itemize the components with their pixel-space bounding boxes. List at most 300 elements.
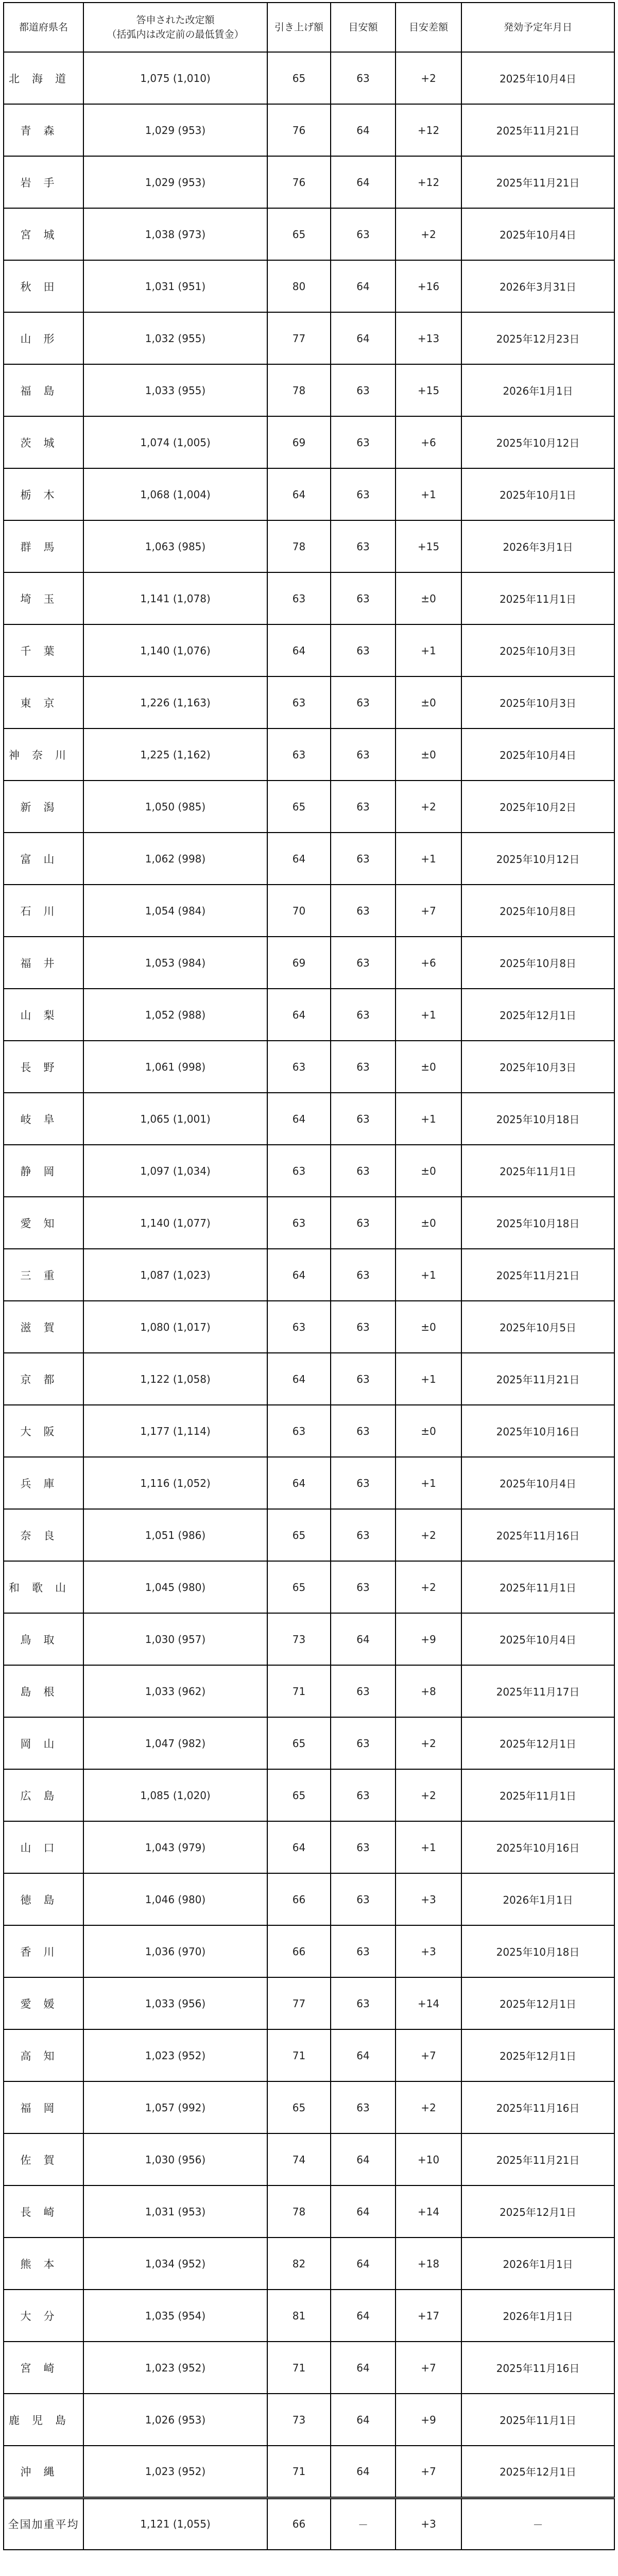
footer-date: － [461, 2498, 614, 2550]
cell-raise: 80 [267, 260, 331, 312]
table-row [4, 2342, 614, 2394]
cell-guideline: 63 [331, 364, 396, 416]
table-row [4, 781, 614, 833]
cell-diff: +1 [396, 1821, 461, 1873]
table-row [4, 1457, 614, 1509]
cell-date: 2025年10月16日 [461, 1405, 614, 1457]
cell-diff: +2 [396, 1717, 461, 1769]
cell-raise: 66 [267, 1873, 331, 1925]
table-row [4, 1197, 614, 1249]
cell-guideline: 64 [331, 2029, 396, 2081]
table-row [4, 728, 614, 781]
cell-prefecture: 兵庫 [4, 1457, 83, 1509]
cell-wage: 1,029 (953) [83, 156, 267, 208]
cell-prefecture: 佐賀 [4, 2133, 83, 2185]
header-row [4, 3, 614, 52]
cell-guideline: 63 [331, 885, 396, 937]
cell-prefecture: 群馬 [4, 520, 83, 572]
cell-diff: +2 [396, 1769, 461, 1821]
cell-date: 2025年11月1日 [461, 572, 614, 624]
cell-guideline: 63 [331, 989, 396, 1041]
header-guideline-diff: 目安差額 [396, 3, 461, 52]
cell-prefecture: 長崎 [4, 2185, 83, 2238]
cell-diff: +14 [396, 1977, 461, 2029]
cell-date: 2026年1月1日 [461, 1873, 614, 1925]
cell-diff: +10 [396, 2133, 461, 2185]
cell-raise: 64 [267, 833, 331, 885]
cell-wage: 1,141 (1,078) [83, 572, 267, 624]
cell-wage: 1,035 (954) [83, 2290, 267, 2342]
cell-wage: 1,033 (962) [83, 1665, 267, 1717]
cell-prefecture: 新潟 [4, 781, 83, 833]
cell-date: 2025年10月3日 [461, 1041, 614, 1093]
cell-date: 2025年12月1日 [461, 989, 614, 1041]
cell-wage: 1,030 (957) [83, 1613, 267, 1665]
cell-wage: 1,065 (1,001) [83, 1093, 267, 1145]
cell-prefecture: 東京 [4, 676, 83, 728]
cell-prefecture: 福岡 [4, 2081, 83, 2133]
header-revised-wage-note: （括弧内は改定前の最低賃金） [107, 29, 244, 40]
cell-prefecture: 愛知 [4, 1197, 83, 1249]
cell-wage: 1,030 (956) [83, 2133, 267, 2185]
cell-diff: +1 [396, 1249, 461, 1301]
cell-diff: +12 [396, 156, 461, 208]
cell-diff: +2 [396, 781, 461, 833]
cell-prefecture: 岐阜 [4, 1093, 83, 1145]
cell-wage: 1,057 (992) [83, 2081, 267, 2133]
cell-raise: 78 [267, 2185, 331, 2238]
cell-guideline: 63 [331, 1197, 396, 1249]
cell-wage: 1,097 (1,034) [83, 1145, 267, 1197]
cell-date: 2025年10月4日 [461, 728, 614, 781]
cell-date: 2025年12月1日 [461, 2029, 614, 2081]
cell-prefecture: 京都 [4, 1353, 83, 1405]
table-row [4, 885, 614, 937]
footer-guideline: － [331, 2498, 396, 2550]
cell-date: 2025年10月16日 [461, 1821, 614, 1873]
cell-wage: 1,031 (953) [83, 2185, 267, 2238]
cell-guideline: 64 [331, 312, 396, 364]
cell-diff: +7 [396, 2029, 461, 2081]
cell-guideline: 64 [331, 2446, 396, 2498]
cell-prefecture: 福井 [4, 937, 83, 989]
cell-diff: +7 [396, 2446, 461, 2498]
cell-wage: 1,045 (980) [83, 1561, 267, 1613]
cell-diff: +1 [396, 833, 461, 885]
cell-date: 2026年3月31日 [461, 260, 614, 312]
cell-prefecture: 長野 [4, 1041, 83, 1093]
cell-raise: 64 [267, 1249, 331, 1301]
cell-diff: +1 [396, 1457, 461, 1509]
cell-date: 2026年1月1日 [461, 2238, 614, 2290]
cell-date: 2025年12月1日 [461, 2185, 614, 2238]
cell-diff: +3 [396, 1873, 461, 1925]
cell-diff: +2 [396, 1561, 461, 1613]
table-row [4, 1249, 614, 1301]
cell-raise: 73 [267, 1613, 331, 1665]
cell-wage: 1,036 (970) [83, 1925, 267, 1977]
cell-diff: +13 [396, 312, 461, 364]
table-row [4, 1145, 614, 1197]
cell-guideline: 63 [331, 1925, 396, 1977]
footer-prefecture: 全国加重平均 [4, 2498, 83, 2550]
cell-raise: 71 [267, 2342, 331, 2394]
table-row [4, 1665, 614, 1717]
cell-raise: 65 [267, 208, 331, 260]
cell-date: 2025年11月21日 [461, 156, 614, 208]
cell-guideline: 64 [331, 2394, 396, 2446]
cell-guideline: 63 [331, 937, 396, 989]
cell-date: 2025年11月1日 [461, 1769, 614, 1821]
cell-prefecture: 島根 [4, 1665, 83, 1717]
cell-raise: 71 [267, 2446, 331, 2498]
cell-prefecture: 三重 [4, 1249, 83, 1301]
cell-raise: 64 [267, 1821, 331, 1873]
cell-raise: 64 [267, 624, 331, 676]
table-row [4, 2081, 614, 2133]
cell-date: 2025年10月2日 [461, 781, 614, 833]
cell-wage: 1,031 (951) [83, 260, 267, 312]
cell-date: 2025年11月16日 [461, 1509, 614, 1561]
cell-prefecture: 大分 [4, 2290, 83, 2342]
cell-wage: 1,116 (1,052) [83, 1457, 267, 1509]
cell-guideline: 63 [331, 1665, 396, 1717]
cell-wage: 1,085 (1,020) [83, 1769, 267, 1821]
cell-diff: +2 [396, 52, 461, 104]
cell-wage: 1,023 (952) [83, 2446, 267, 2498]
cell-prefecture: 宮城 [4, 208, 83, 260]
cell-prefecture: 愛媛 [4, 1977, 83, 2029]
cell-date: 2025年10月1日 [461, 468, 614, 520]
cell-prefecture: 滋賀 [4, 1301, 83, 1353]
cell-guideline: 63 [331, 781, 396, 833]
cell-prefecture: 宮崎 [4, 2342, 83, 2394]
cell-prefecture: 福島 [4, 364, 83, 416]
cell-diff: ±0 [396, 728, 461, 781]
cell-date: 2025年10月18日 [461, 1925, 614, 1977]
cell-guideline: 63 [331, 468, 396, 520]
table-row [4, 1821, 614, 1873]
table-row [4, 1561, 614, 1613]
cell-raise: 64 [267, 1353, 331, 1405]
cell-diff: +9 [396, 1613, 461, 1665]
cell-date: 2025年10月4日 [461, 1457, 614, 1509]
cell-raise: 64 [267, 468, 331, 520]
cell-wage: 1,053 (984) [83, 937, 267, 989]
table-row [4, 989, 614, 1041]
cell-wage: 1,043 (979) [83, 1821, 267, 1873]
cell-guideline: 63 [331, 1353, 396, 1405]
cell-date: 2025年12月23日 [461, 312, 614, 364]
cell-prefecture: 秋田 [4, 260, 83, 312]
table-row [4, 1405, 614, 1457]
cell-guideline: 64 [331, 260, 396, 312]
table-row [4, 572, 614, 624]
cell-date: 2025年10月8日 [461, 937, 614, 989]
cell-diff: +1 [396, 1353, 461, 1405]
cell-date: 2025年10月4日 [461, 52, 614, 104]
cell-diff: ±0 [396, 1301, 461, 1353]
cell-raise: 63 [267, 728, 331, 781]
cell-guideline: 63 [331, 1769, 396, 1821]
cell-raise: 74 [267, 2133, 331, 2185]
cell-wage: 1,226 (1,163) [83, 676, 267, 728]
cell-prefecture: 和歌山 [4, 1561, 83, 1613]
cell-prefecture: 埼玉 [4, 572, 83, 624]
cell-wage: 1,034 (952) [83, 2238, 267, 2290]
cell-prefecture: 石川 [4, 885, 83, 937]
cell-wage: 1,052 (988) [83, 989, 267, 1041]
header-prefecture: 都道府県名 [4, 3, 83, 52]
cell-date: 2025年10月3日 [461, 624, 614, 676]
cell-guideline: 63 [331, 1561, 396, 1613]
table-row [4, 1353, 614, 1405]
cell-diff: +12 [396, 104, 461, 156]
cell-raise: 63 [267, 1405, 331, 1457]
cell-wage: 1,068 (1,004) [83, 468, 267, 520]
cell-date: 2025年10月18日 [461, 1093, 614, 1145]
cell-date: 2025年11月16日 [461, 2081, 614, 2133]
footer-diff: +3 [396, 2498, 461, 2550]
table-row [4, 416, 614, 468]
table-row [4, 2290, 614, 2342]
cell-raise: 76 [267, 156, 331, 208]
cell-guideline: 63 [331, 2081, 396, 2133]
cell-prefecture: 熊本 [4, 2238, 83, 2290]
cell-guideline: 63 [331, 833, 396, 885]
cell-wage: 1,033 (956) [83, 1977, 267, 2029]
cell-date: 2025年11月1日 [461, 1561, 614, 1613]
cell-prefecture: 青森 [4, 104, 83, 156]
footer-wage: 1,121 (1,055) [83, 2498, 267, 2550]
cell-guideline: 63 [331, 728, 396, 781]
header-effective-date: 発効予定年月日 [461, 3, 614, 52]
cell-prefecture: 山梨 [4, 989, 83, 1041]
cell-raise: 66 [267, 1925, 331, 1977]
table-row [4, 1769, 614, 1821]
cell-prefecture: 徳島 [4, 1873, 83, 1925]
cell-guideline: 63 [331, 1405, 396, 1457]
cell-wage: 1,033 (955) [83, 364, 267, 416]
cell-diff: +2 [396, 2081, 461, 2133]
cell-raise: 64 [267, 1457, 331, 1509]
cell-date: 2025年11月16日 [461, 2342, 614, 2394]
cell-date: 2025年11月1日 [461, 2394, 614, 2446]
cell-raise: 65 [267, 1509, 331, 1561]
cell-wage: 1,061 (998) [83, 1041, 267, 1093]
cell-diff: +7 [396, 2342, 461, 2394]
header-revised-wage-title: 答申された改定額 [136, 14, 215, 26]
cell-date: 2025年11月21日 [461, 104, 614, 156]
cell-diff: +18 [396, 2238, 461, 2290]
cell-wage: 1,177 (1,114) [83, 1405, 267, 1457]
cell-prefecture: 山形 [4, 312, 83, 364]
cell-raise: 63 [267, 1041, 331, 1093]
cell-diff: +16 [396, 260, 461, 312]
cell-diff: +2 [396, 208, 461, 260]
cell-date: 2026年1月1日 [461, 364, 614, 416]
cell-date: 2025年10月5日 [461, 1301, 614, 1353]
cell-raise: 82 [267, 2238, 331, 2290]
cell-prefecture: 大阪 [4, 1405, 83, 1457]
cell-raise: 63 [267, 1145, 331, 1197]
cell-raise: 63 [267, 572, 331, 624]
cell-prefecture: 静岡 [4, 1145, 83, 1197]
cell-guideline: 64 [331, 2133, 396, 2185]
table-row [4, 1093, 614, 1145]
table-row [4, 2238, 614, 2290]
cell-raise: 73 [267, 2394, 331, 2446]
cell-raise: 63 [267, 1197, 331, 1249]
cell-wage: 1,140 (1,077) [83, 1197, 267, 1249]
cell-wage: 1,047 (982) [83, 1717, 267, 1769]
cell-wage: 1,074 (1,005) [83, 416, 267, 468]
cell-raise: 78 [267, 364, 331, 416]
header-revised-wage [83, 3, 267, 52]
cell-guideline: 64 [331, 2290, 396, 2342]
table-row [4, 2029, 614, 2081]
table-row [4, 2446, 614, 2498]
cell-diff: +6 [396, 416, 461, 468]
cell-wage: 1,225 (1,162) [83, 728, 267, 781]
cell-guideline: 63 [331, 1873, 396, 1925]
cell-diff: +2 [396, 1509, 461, 1561]
cell-diff: +1 [396, 1093, 461, 1145]
cell-wage: 1,087 (1,023) [83, 1249, 267, 1301]
footer-raise: 66 [267, 2498, 331, 2550]
table-row [4, 156, 614, 208]
cell-diff: ±0 [396, 676, 461, 728]
cell-raise: 78 [267, 520, 331, 572]
cell-wage: 1,062 (998) [83, 833, 267, 885]
cell-date: 2025年11月17日 [461, 1665, 614, 1717]
cell-raise: 65 [267, 2081, 331, 2133]
cell-wage: 1,023 (952) [83, 2029, 267, 2081]
cell-diff: +8 [396, 1665, 461, 1717]
cell-prefecture: 鳥取 [4, 1613, 83, 1665]
cell-wage: 1,029 (953) [83, 104, 267, 156]
cell-prefecture: 岩手 [4, 156, 83, 208]
cell-guideline: 64 [331, 104, 396, 156]
cell-guideline: 63 [331, 1301, 396, 1353]
cell-diff: +14 [396, 2185, 461, 2238]
header-raise: 引き上げ額 [267, 3, 331, 52]
cell-raise: 69 [267, 937, 331, 989]
table-row [4, 937, 614, 989]
cell-date: 2025年11月21日 [461, 1353, 614, 1405]
cell-guideline: 63 [331, 1249, 396, 1301]
cell-prefecture: 山口 [4, 1821, 83, 1873]
cell-guideline: 63 [331, 1717, 396, 1769]
table-row [4, 208, 614, 260]
cell-guideline: 63 [331, 1509, 396, 1561]
table-row [4, 1717, 614, 1769]
cell-guideline: 63 [331, 1145, 396, 1197]
cell-prefecture: 茨城 [4, 416, 83, 468]
cell-raise: 71 [267, 2029, 331, 2081]
cell-prefecture: 千葉 [4, 624, 83, 676]
cell-guideline: 63 [331, 572, 396, 624]
cell-prefecture: 神奈川 [4, 728, 83, 781]
cell-date: 2025年12月1日 [461, 1717, 614, 1769]
cell-date: 2025年10月4日 [461, 208, 614, 260]
cell-raise: 65 [267, 52, 331, 104]
table-row [4, 2185, 614, 2238]
cell-date: 2025年10月4日 [461, 1613, 614, 1665]
cell-diff: ±0 [396, 1145, 461, 1197]
cell-guideline: 63 [331, 1821, 396, 1873]
cell-date: 2025年11月1日 [461, 1145, 614, 1197]
table-row [4, 1041, 614, 1093]
cell-diff: ±0 [396, 1197, 461, 1249]
cell-date: 2025年12月1日 [461, 1977, 614, 2029]
cell-diff: +1 [396, 624, 461, 676]
table-row [4, 2133, 614, 2185]
cell-guideline: 63 [331, 676, 396, 728]
cell-raise: 65 [267, 1769, 331, 1821]
cell-diff: ±0 [396, 1041, 461, 1093]
cell-wage: 1,051 (986) [83, 1509, 267, 1561]
table-row [4, 1509, 614, 1561]
minimum-wage-table [3, 2, 615, 2550]
table-row [4, 1873, 614, 1925]
cell-date: 2026年3月1日 [461, 520, 614, 572]
cell-raise: 81 [267, 2290, 331, 2342]
table-row [4, 2394, 614, 2446]
cell-diff: +1 [396, 468, 461, 520]
table-row [4, 364, 614, 416]
cell-guideline: 64 [331, 156, 396, 208]
table-row [4, 1301, 614, 1353]
table-row [4, 1613, 614, 1665]
cell-guideline: 63 [331, 624, 396, 676]
table-row [4, 312, 614, 364]
cell-date: 2025年10月18日 [461, 1197, 614, 1249]
cell-raise: 71 [267, 1665, 331, 1717]
cell-raise: 64 [267, 1093, 331, 1145]
cell-prefecture: 沖縄 [4, 2446, 83, 2498]
cell-prefecture: 広島 [4, 1769, 83, 1821]
cell-date: 2026年1月1日 [461, 2290, 614, 2342]
cell-raise: 70 [267, 885, 331, 937]
cell-guideline: 63 [331, 416, 396, 468]
cell-raise: 65 [267, 781, 331, 833]
cell-raise: 76 [267, 104, 331, 156]
cell-wage: 1,054 (984) [83, 885, 267, 937]
cell-wage: 1,023 (952) [83, 2342, 267, 2394]
cell-wage: 1,038 (973) [83, 208, 267, 260]
cell-wage: 1,032 (955) [83, 312, 267, 364]
cell-diff: +7 [396, 885, 461, 937]
cell-diff: +6 [396, 937, 461, 989]
cell-guideline: 63 [331, 520, 396, 572]
cell-date: 2025年11月21日 [461, 1249, 614, 1301]
table-row [4, 520, 614, 572]
cell-guideline: 63 [331, 1041, 396, 1093]
cell-date: 2025年10月8日 [461, 885, 614, 937]
table-row [4, 1977, 614, 2029]
cell-raise: 63 [267, 676, 331, 728]
cell-raise: 69 [267, 416, 331, 468]
cell-guideline: 63 [331, 52, 396, 104]
cell-prefecture: 奈良 [4, 1509, 83, 1561]
cell-wage: 1,046 (980) [83, 1873, 267, 1925]
cell-raise: 77 [267, 1977, 331, 2029]
cell-raise: 77 [267, 312, 331, 364]
cell-prefecture: 高知 [4, 2029, 83, 2081]
cell-guideline: 63 [331, 208, 396, 260]
cell-date: 2025年10月3日 [461, 676, 614, 728]
